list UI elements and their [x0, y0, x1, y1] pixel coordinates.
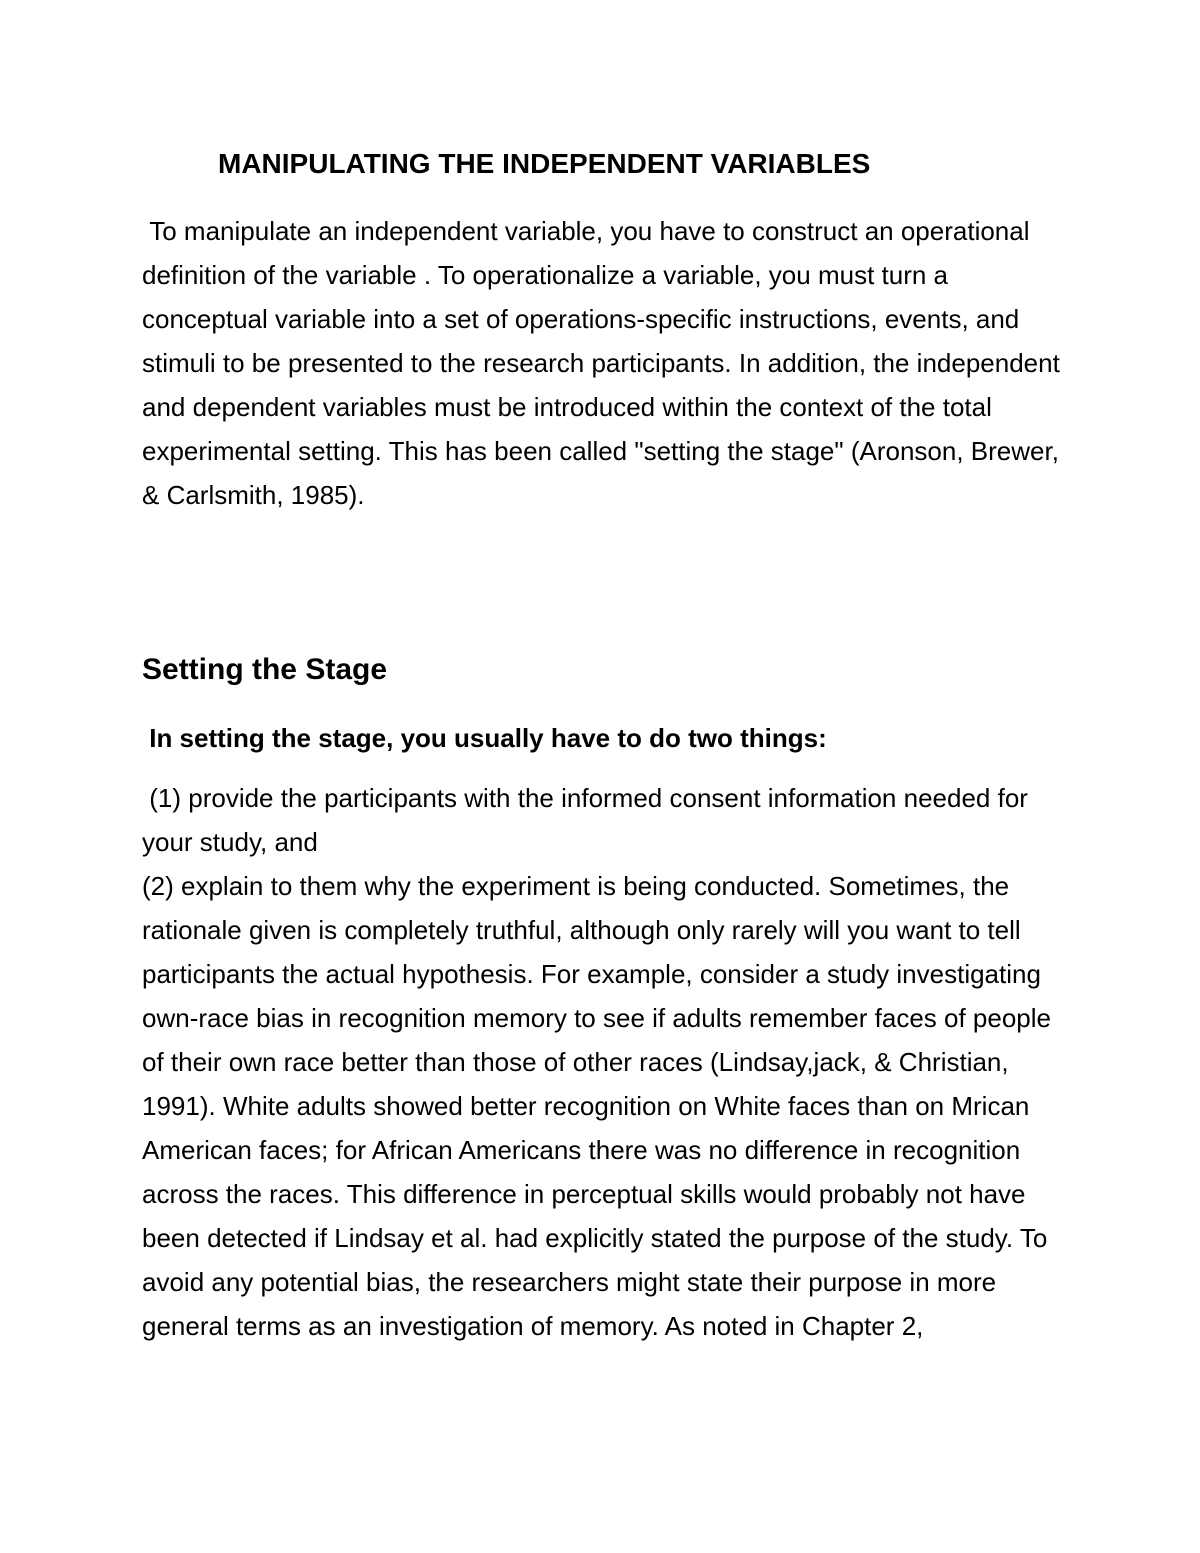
page-title: MANIPULATING THE INDEPENDENT VARIABLES: [218, 148, 871, 179]
list-item-2: (2) explain to them why the experiment is being conducted. Sometimes, the rationale given is completely truthful, although only rarely will you want to tell participants the actual hypothesis. For example, consider a study investigating own-race bias in recognition memory to see if adults remember faces of people of their own race better than those of other races (Lindsay,jack, & Christian, 1991). White adults showed better recognition on White faces than on Mrican American faces; for African Americans there was no difference in recognition across the races. This difference in perceptual skills would probably not have been detected if Lindsay et al. had explicitly stated the purpose of the study. To avoid any potential bias, the researchers might state their purpose in more general terms as an investigation of memory. As noted in Chapter 2,: [142, 871, 1051, 1341]
section-heading: Setting the Stage: [142, 653, 388, 686]
sub-heading: In setting the stage, you usually have to do two things:: [142, 723, 827, 753]
intro-paragraph: To manipulate an independent variable, you have to construct an operational definition of the variable . To operationalize a variable, you must turn a conceptual variable into a set of operations-specific instructions, events, and stimuli to be presented to the research participants. In addition, the independent and dependent variables must be introduced within the context of the total experimental setting. This has been called "setting the stage" (Aronson, Brewer, & Carlsmith, 1985).: [142, 216, 1068, 510]
list-item-1: (1) provide the participants with the informed consent information needed for your study, and: [142, 783, 1036, 857]
